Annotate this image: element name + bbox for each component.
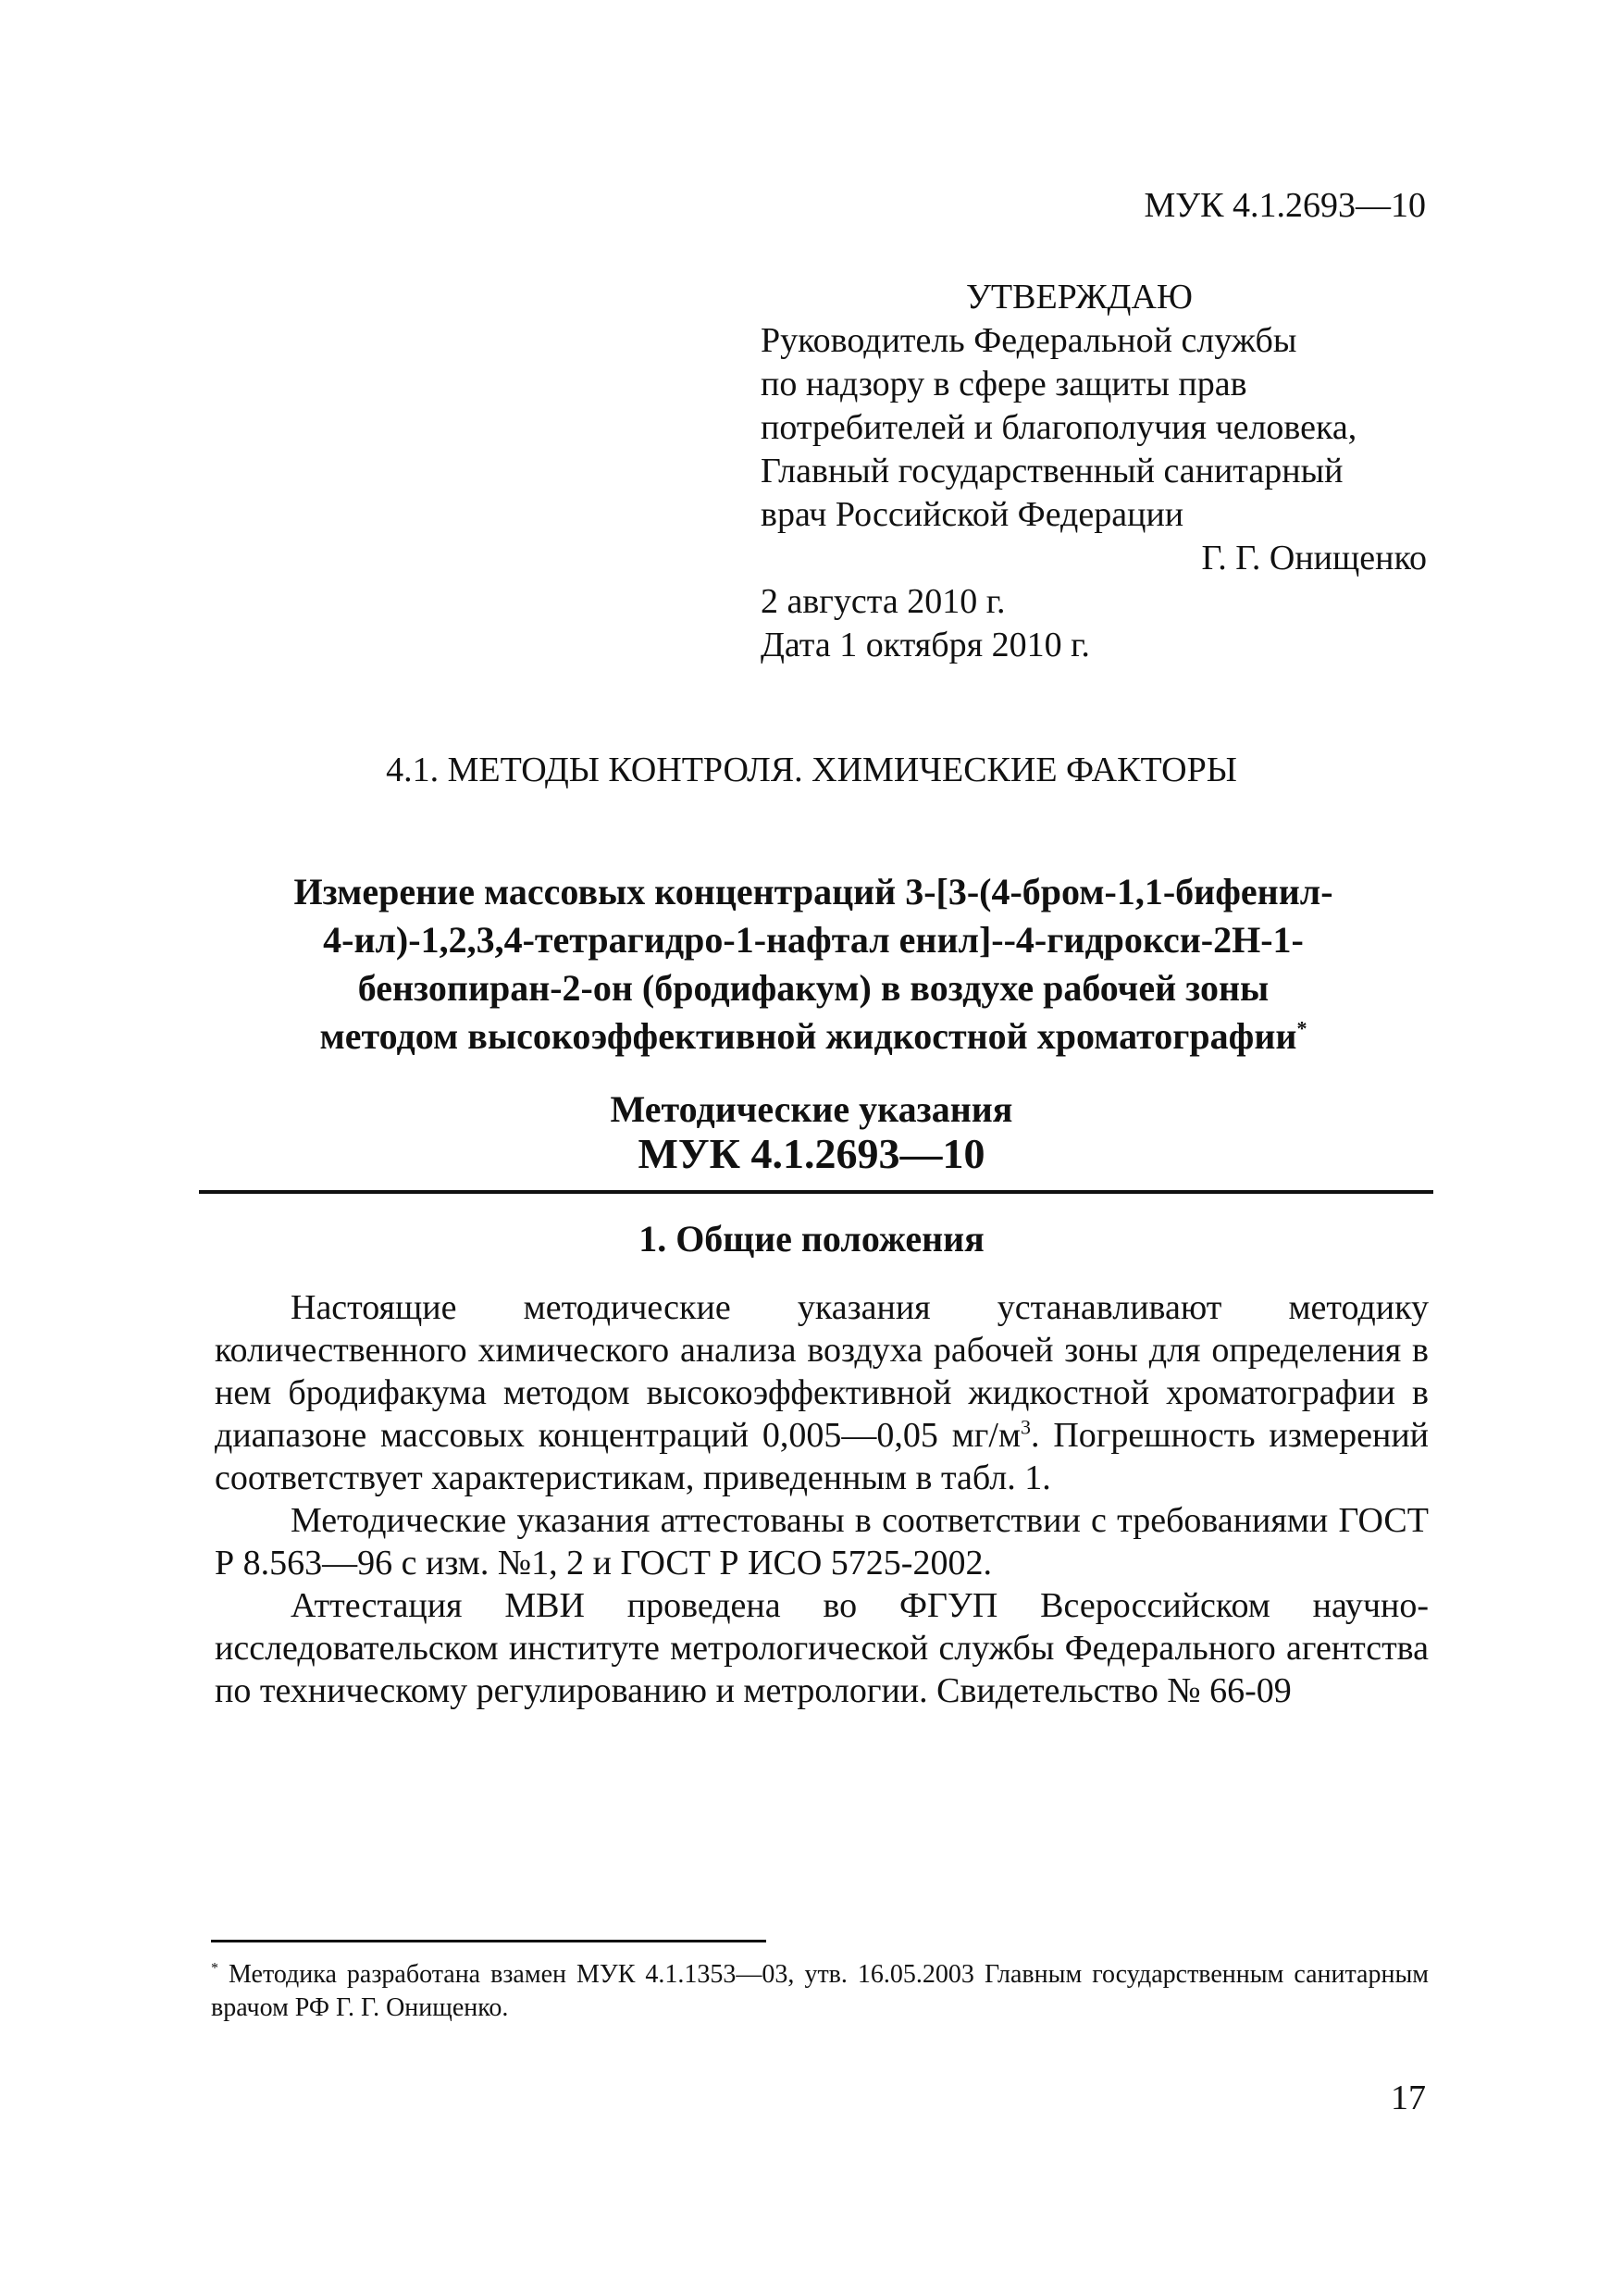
subtitle-type: Методические указания <box>610 1088 1013 1130</box>
section-series: 4.1. МЕТОДЫ КОНТРОЛЯ. ХИМИЧЕСКИЕ ФАКТОРЫ <box>386 751 1237 789</box>
document-code: МУК 4.1.2693—10 <box>1144 186 1426 225</box>
footnote-mark: * <box>211 1960 218 1977</box>
footnote-text: Методика разработана взамен МУК 4.1.1353—03, утв. 16.05.2003 Главным государственным санитарным врачом РФ Г. Г. Онищенко. <box>211 1960 1429 2022</box>
paragraph: Настоящие методические указания устанавливают методику количественного химического анализа воздуха рабочей зоны для определения в нем бродифакума методом высокоэффективной жидкостной хроматографии в диапазоне массовых концентраций 0,005—0,05 $мг/м^3$. Погрешность измерений соответствует характеристикам, приведенным в табл. 1. <box>215 1288 1429 1497</box>
title-line: 4-ил)-1,2,3,4-тетрагидро-1-нафтал енил]--4-гидрокси-2Н-1- <box>323 919 1304 961</box>
section-heading: 1. Общие положения <box>638 1218 985 1260</box>
subtitle-code: МУК 4.1.2693—10 <box>638 1130 985 1177</box>
approval-line: по надзору в сфере защиты прав <box>761 365 1247 403</box>
section-body <box>215 1286 1429 1712</box>
approval-signer: Г. Г. Онищенко <box>1201 539 1427 577</box>
paragraph: Аттестация МВИ проведена во ФГУП Всероссийском научно-исследовательском институте метрологической службы Федерального агентства по техническому регулированию и метрологии. Свидетельство № 66-09 <box>215 1586 1429 1710</box>
title-line <box>199 1012 1428 1061</box>
title-divider <box>199 1190 1433 1194</box>
paragraph: Методические указания аттестованы в соответствии с требованиями ГОСТ Р 8.563—96 с изм. №1, 2 и ГОСТ Р ИСО 5725-2002. <box>215 1501 1429 1582</box>
document-title <box>199 868 1428 1061</box>
footnote-mark: * <box>1296 1016 1307 1040</box>
title-line-text: методом высокоэффективной жидкостной хроматографии <box>319 1015 1297 1057</box>
approval-line: врач Российской Федерации <box>761 495 1184 534</box>
document-subtitle <box>0 1087 1623 1176</box>
effective-date: Дата 1 октября 2010 г. <box>761 626 1090 664</box>
footnote <box>211 1958 1429 2025</box>
approval-line: потребителей и благополучия человека, <box>761 408 1357 447</box>
page-number: 17 <box>1391 2079 1426 2117</box>
footnote-divider <box>211 1940 766 1942</box>
approval-block <box>761 276 1427 667</box>
approval-heading: УТВЕРЖДАЮ <box>966 278 1193 316</box>
title-line: бензопиран-2-он (бродифакум) в воздухе рабочей зоны <box>357 967 1270 1009</box>
superscript: 3 <box>1021 1415 1031 1439</box>
approval-line: Руководитель Федеральной службы <box>761 321 1297 360</box>
approval-line: Главный государственный санитарный <box>761 452 1344 490</box>
title-line: Измерение массовых концентраций 3-[3-(4-бром-1,1-бифенил- <box>293 871 1333 912</box>
approval-date: 2 августа 2010 г. <box>761 582 1006 621</box>
